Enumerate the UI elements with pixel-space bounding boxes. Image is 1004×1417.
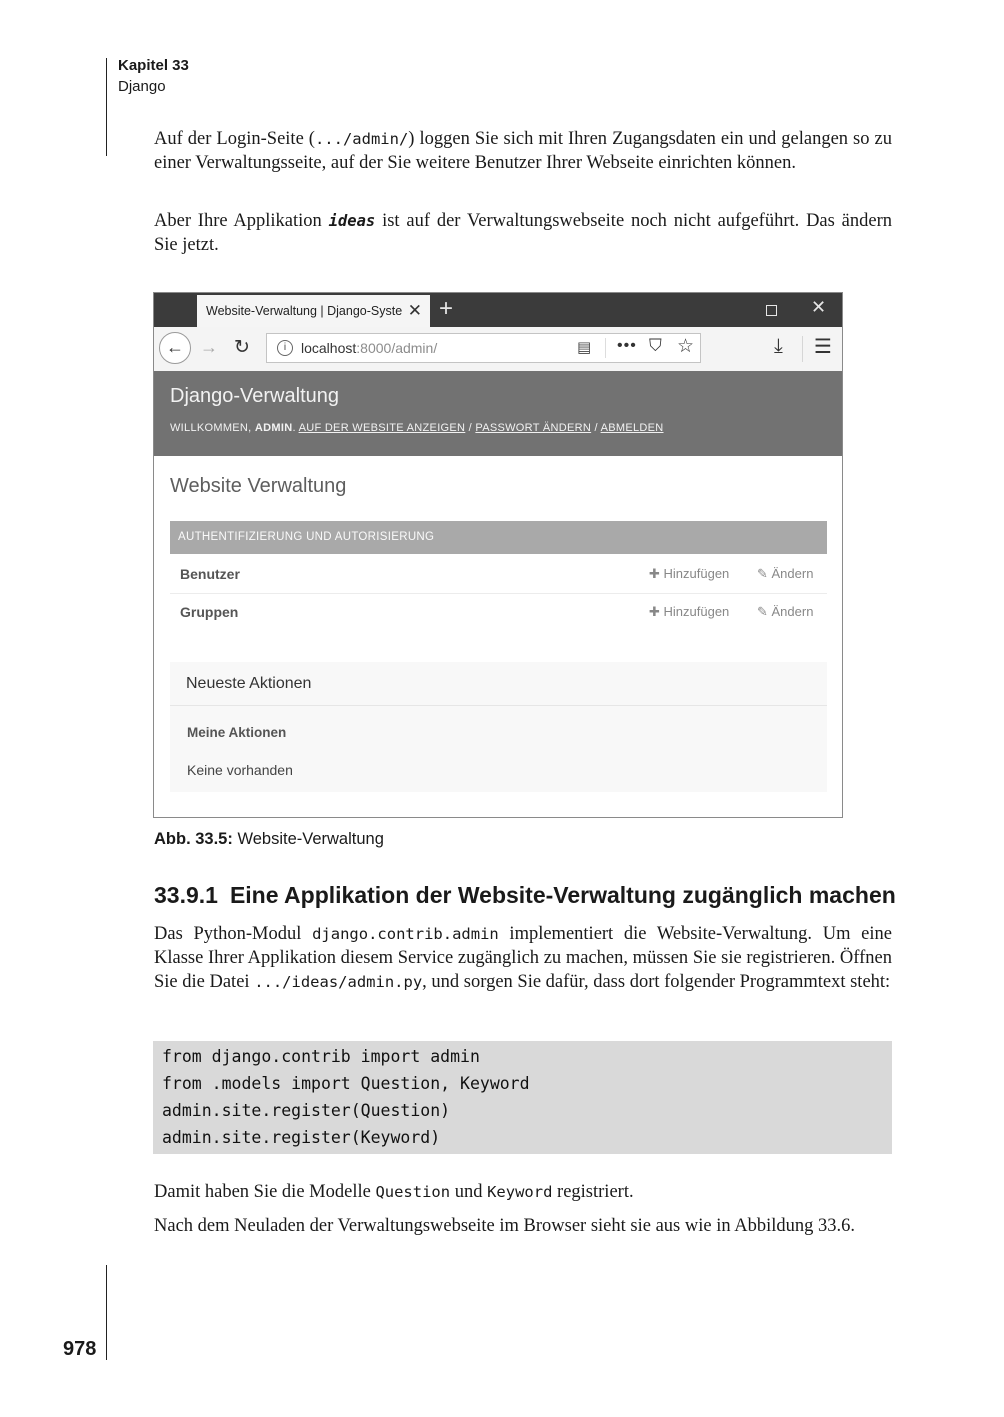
paragraph-reload [154, 1214, 892, 1238]
view-site-link[interactable]: AUF DER WEBSITE ANZEIGEN [298, 422, 466, 434]
section-number: 33.9.1 [154, 882, 218, 908]
running-header [118, 55, 189, 97]
code-line: admin.site.register(Question) [162, 1101, 451, 1120]
new-tab-button[interactable]: + [439, 295, 454, 322]
logout-link[interactable]: ABMELDEN [600, 422, 664, 434]
section-heading [154, 882, 896, 909]
add-group-button[interactable] [649, 604, 729, 620]
empty-state-text: Keine vorhanden [187, 762, 293, 778]
plus-icon: ✚ [649, 604, 664, 619]
module-header[interactable] [170, 521, 827, 554]
figure-caption [154, 830, 384, 849]
module-caption[interactable]: AUTHENTIFIZIERUNG UND AUTORISIERUNG [178, 531, 435, 543]
reload-icon[interactable]: ↻ [234, 337, 250, 358]
paragraph-ideas [154, 209, 892, 257]
code-line: admin.site.register(Keyword) [162, 1128, 441, 1147]
text-run: ist auf der Verwaltungswebseite noch nicht aufgeführt. Das ändern Sie jetzt. [154, 211, 892, 255]
text-run: ) loggen Sie sich mit Ihren Zugangsdaten ein und gelangen so zu einer Verwaltungsseite, auf der Sie weitere Benutzer Ihrer Webseite einrichten können. [154, 129, 892, 173]
text-run: implementiert die Website-Verwaltung. Um eine Klasse Ihrer Applikation diesem Service zugänglich zu machen, müssen Sie sie registrieren. Öffnen Sie die Datei [154, 924, 892, 992]
text-run: , und sorgen Sie dafür, dass dort folgender Programmtext steht: [422, 972, 891, 992]
site-brand[interactable]: Django-Verwaltung [170, 385, 339, 407]
plus-icon: ✚ [649, 566, 664, 581]
chapter-label: Kapitel 33 [118, 57, 189, 74]
url-path: /admin/ [391, 340, 438, 356]
text-run: Aber Ihre Applikation [154, 211, 329, 231]
pencil-icon: ✎ [757, 604, 772, 619]
browser-screenshot [153, 292, 843, 818]
more-icon[interactable]: ••• [617, 337, 637, 354]
caption-label: Abb. 33.5: [154, 830, 233, 848]
paragraph-login [154, 127, 892, 175]
download-icon[interactable]: ⤓ [774, 335, 783, 357]
change-user-button[interactable] [757, 566, 813, 582]
arrow-right-icon[interactable]: → [200, 337, 218, 357]
table-row [170, 593, 827, 631]
code-line: from .models import Question, Keyword [162, 1074, 530, 1093]
recent-actions-title: Neueste Aktionen [186, 675, 312, 692]
inline-code: .../ideas/admin.py [254, 973, 423, 991]
add-label: Hinzufügen [663, 604, 730, 619]
separator: . [292, 422, 299, 434]
table-row [170, 555, 827, 594]
model-link-users[interactable]: Benutzer [180, 566, 240, 582]
url-divider [605, 338, 606, 358]
paragraph-admin-module [154, 922, 892, 994]
toolbar-divider [802, 336, 803, 362]
url-bar[interactable] [266, 333, 701, 363]
change-password-link[interactable]: PASSWORT ÄNDERN [475, 422, 592, 434]
footer-rule [106, 1265, 107, 1360]
tab-title: Website-Verwaltung | Django-Syste [206, 304, 402, 318]
maximize-icon[interactable] [766, 305, 777, 316]
separator: / [465, 422, 476, 434]
change-group-button[interactable] [757, 604, 813, 620]
pocket-icon[interactable]: ⛉ [649, 336, 662, 355]
chapter-title: Django [118, 78, 166, 95]
url-host: localhost [301, 340, 357, 356]
text-run: Nach dem Neuladen der Verwaltungswebseite im Browser sieht sie aus wie in Abbildung 33.6. [154, 1216, 855, 1236]
page-title: Website Verwaltung [170, 475, 347, 497]
caption-text: Website-Verwaltung [232, 830, 384, 848]
url-port: :8000 [356, 340, 392, 356]
arrow-left-icon[interactable]: ← [159, 332, 191, 364]
model-link-groups[interactable]: Gruppen [180, 604, 239, 620]
code-block [153, 1041, 892, 1154]
inline-code: .../admin/ [314, 130, 409, 148]
divider [170, 705, 827, 706]
welcome-text: WILLKOMMEN, [170, 422, 255, 434]
text-run: registriert. [552, 1182, 634, 1202]
separator: / [591, 422, 601, 434]
my-actions-heading: Meine Aktionen [187, 725, 287, 740]
text-run: Das Python-Modul [154, 924, 313, 944]
url-text[interactable] [301, 340, 437, 356]
tab-bar [154, 293, 842, 327]
text-run: Auf der Login-Seite ( [154, 129, 315, 149]
inline-code: ideas [328, 212, 376, 230]
hamburger-menu-icon[interactable]: ☰ [814, 336, 832, 358]
inline-code: django.contrib.admin [312, 925, 499, 943]
star-icon[interactable]: ☆ [677, 336, 695, 357]
browser-tab[interactable] [197, 295, 430, 327]
django-header [154, 371, 842, 456]
username: ADMIN [254, 422, 293, 434]
inline-code: Question [375, 1183, 451, 1201]
header-rule [106, 58, 107, 156]
inline-code: Keyword [487, 1183, 553, 1201]
reader-view-icon[interactable]: ▤ [577, 339, 592, 356]
page-number: 978 [63, 1338, 97, 1360]
section-title: Eine Applikation der Website-Verwaltung zugänglich machen [229, 882, 896, 908]
recent-actions-panel [170, 662, 827, 792]
change-label: Ändern [771, 566, 814, 581]
paragraph-registered [154, 1180, 892, 1204]
info-icon[interactable]: i [277, 340, 293, 356]
text-run: und [450, 1182, 488, 1202]
navigation-toolbar [154, 327, 842, 372]
close-icon[interactable]: ✕ [407, 301, 422, 320]
change-label: Ändern [771, 604, 814, 619]
add-user-button[interactable] [649, 566, 729, 582]
pencil-icon: ✎ [757, 566, 772, 581]
window-close-icon[interactable]: ✕ [811, 297, 827, 317]
text-run: Damit haben Sie die Modelle [154, 1182, 376, 1202]
user-tools [170, 422, 664, 434]
add-label: Hinzufügen [663, 566, 730, 581]
code-line: from django.contrib import admin [162, 1047, 480, 1066]
